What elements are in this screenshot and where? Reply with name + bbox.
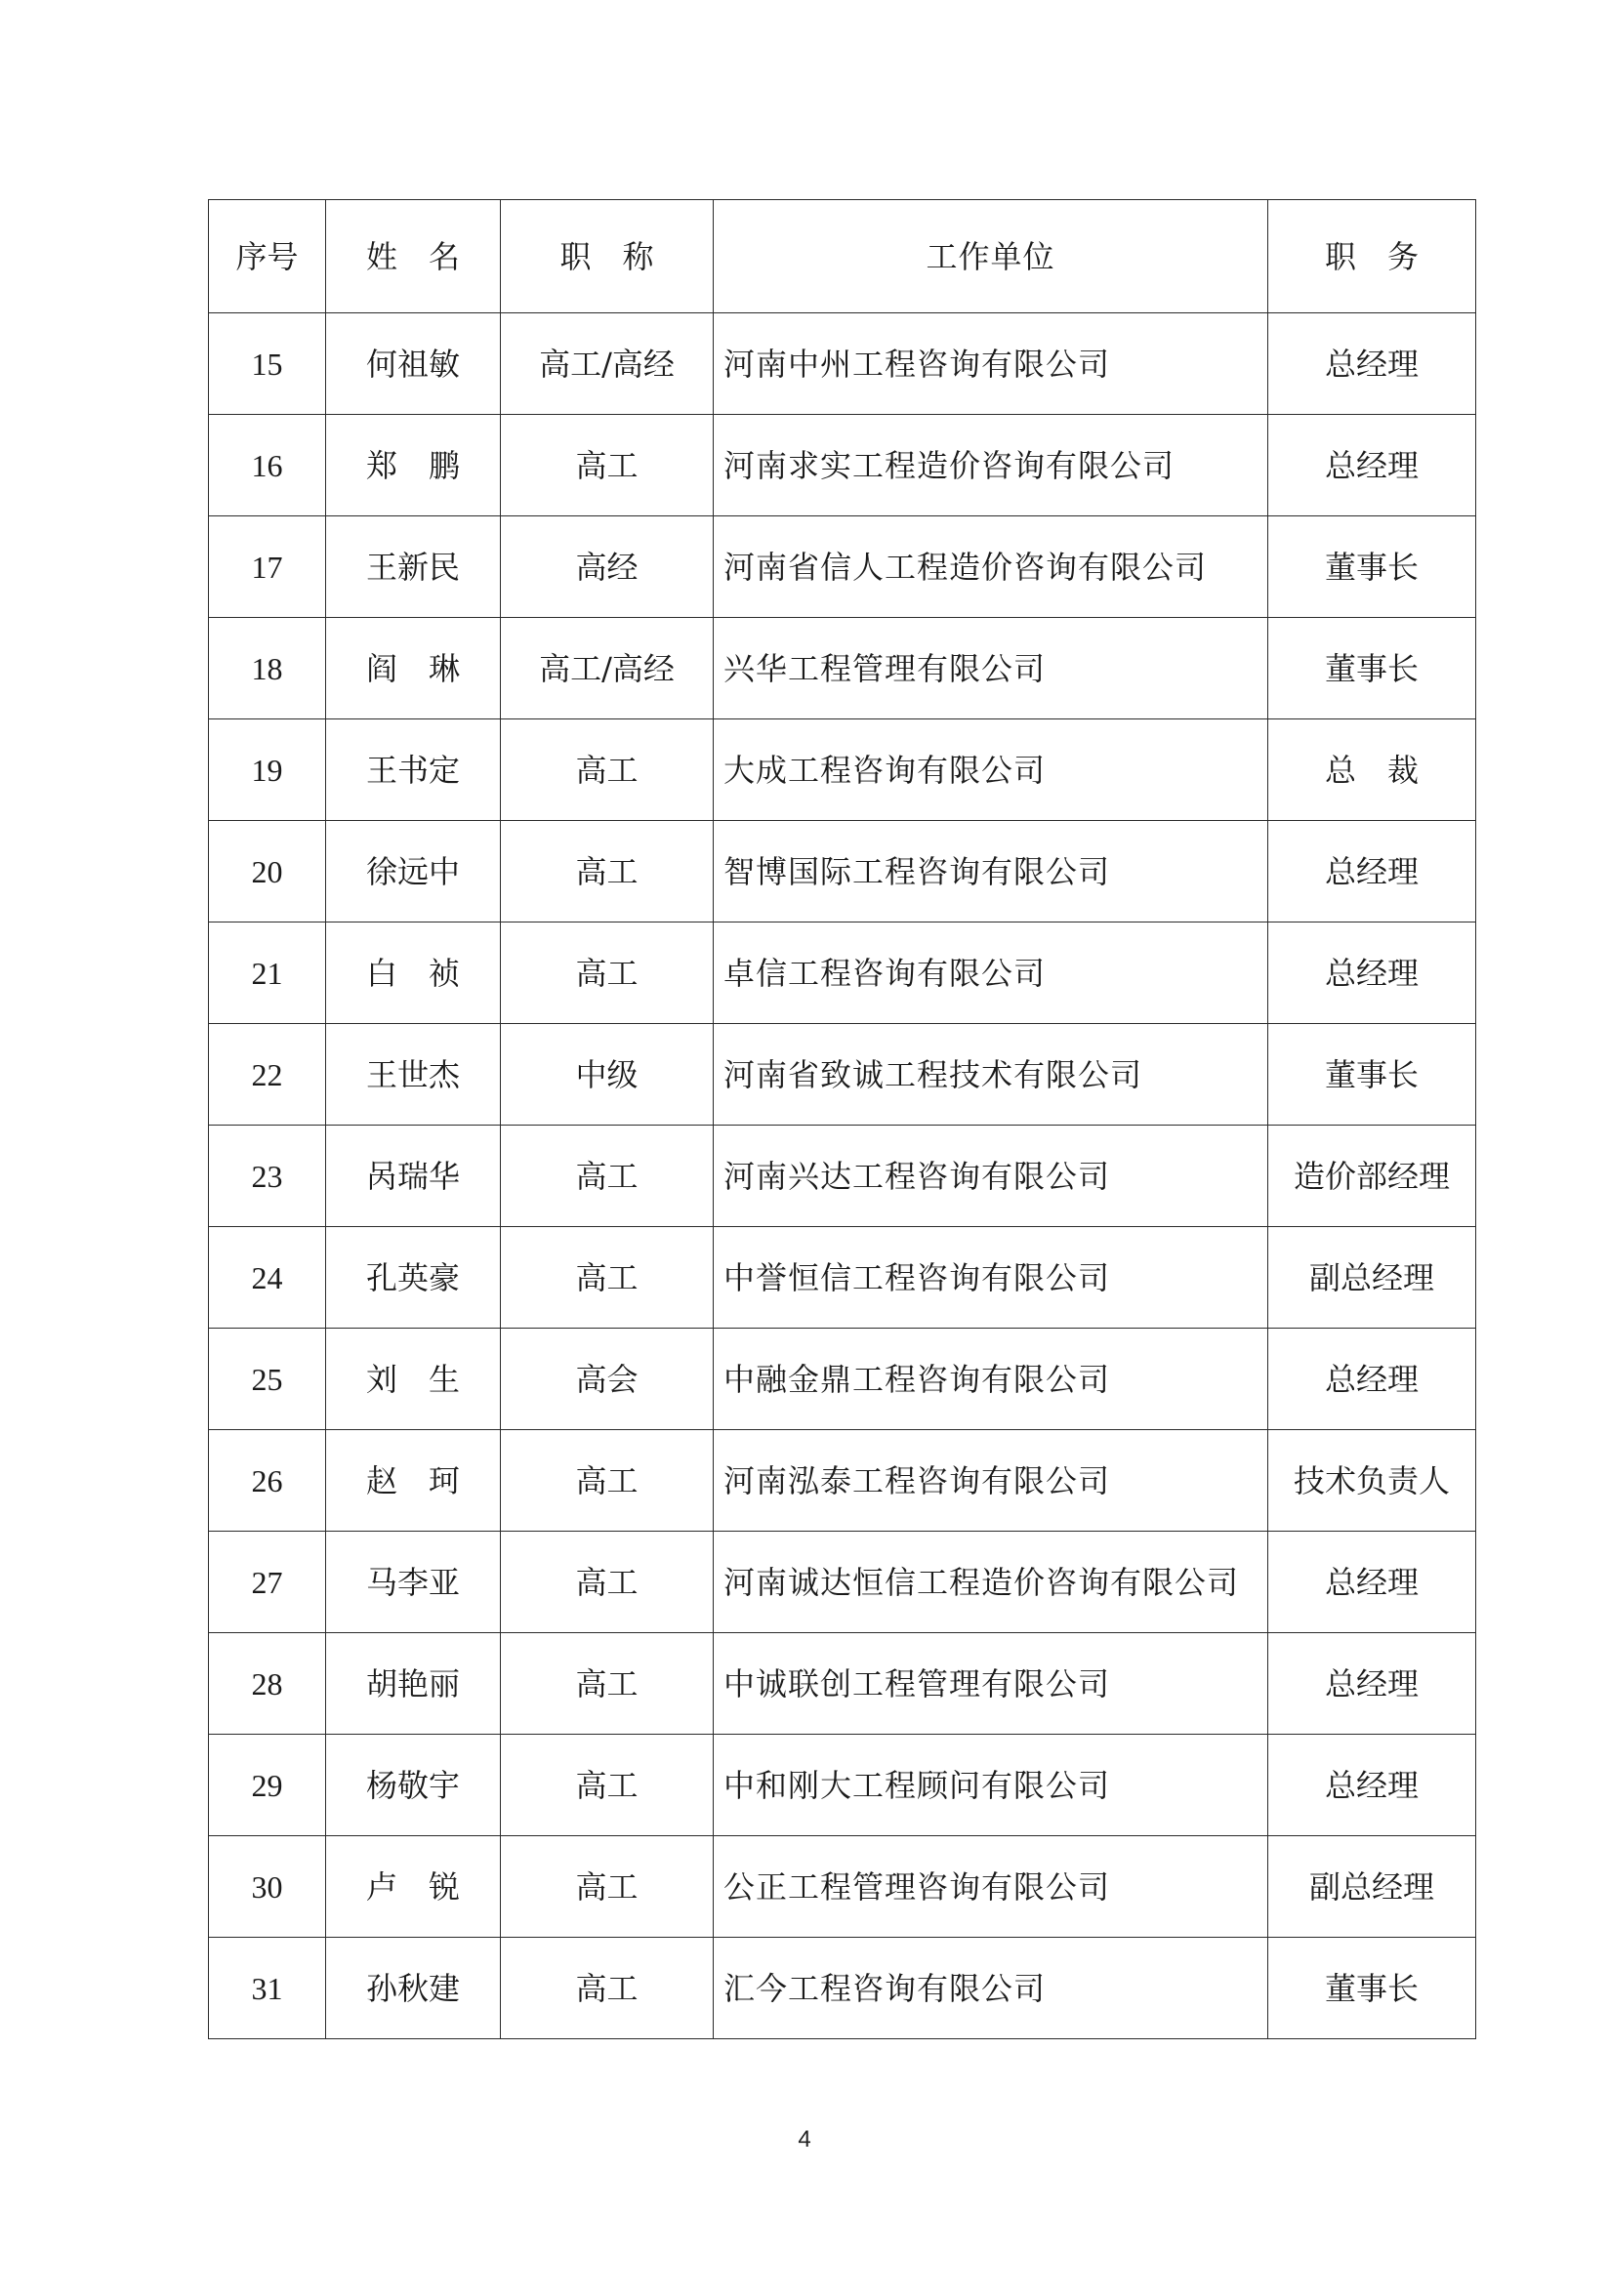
cell-work-unit: 卓信工程咨询有限公司 <box>714 922 1268 1024</box>
cell-name: 孔英豪 <box>326 1227 501 1329</box>
page-number: 4 <box>798 2126 811 2152</box>
member-table <box>208 199 1476 2039</box>
cell-position: 总 裁 <box>1268 719 1476 821</box>
cell-work-unit: 中融金鼎工程咨询有限公司 <box>714 1329 1268 1430</box>
cell-work-unit: 河南兴达工程咨询有限公司 <box>714 1126 1268 1227</box>
cell-work-unit: 公正工程管理咨询有限公司 <box>714 1836 1268 1938</box>
header-serial-number: 序号 <box>209 200 326 313</box>
cell-serial-number: 20 <box>209 821 326 922</box>
cell-professional-title: 高工 <box>501 719 714 821</box>
cell-professional-title: 高工/高经 <box>501 313 714 415</box>
cell-professional-title: 高工 <box>501 1430 714 1532</box>
cell-serial-number: 30 <box>209 1836 326 1938</box>
table-row <box>209 1735 1476 1836</box>
table-row <box>209 1227 1476 1329</box>
table-row <box>209 922 1476 1024</box>
cell-position: 董事长 <box>1268 1938 1476 2039</box>
cell-name: 孙秋建 <box>326 1938 501 2039</box>
table-row <box>209 618 1476 719</box>
cell-professional-title: 高工 <box>501 1126 714 1227</box>
cell-work-unit: 中诚联创工程管理有限公司 <box>714 1633 1268 1735</box>
cell-work-unit: 兴华工程管理有限公司 <box>714 618 1268 719</box>
table-row <box>209 1836 1476 1938</box>
cell-serial-number: 17 <box>209 516 326 618</box>
cell-professional-title: 高工 <box>501 415 714 516</box>
cell-professional-title: 高工 <box>501 1227 714 1329</box>
cell-professional-title: 高工 <box>501 1938 714 2039</box>
cell-name: 郑 鹏 <box>326 415 501 516</box>
cell-position: 总经理 <box>1268 922 1476 1024</box>
cell-professional-title: 高工 <box>501 922 714 1024</box>
table-row <box>209 1633 1476 1735</box>
table-row <box>209 1938 1476 2039</box>
cell-serial-number: 28 <box>209 1633 326 1735</box>
cell-name: 马李亚 <box>326 1532 501 1633</box>
cell-name: 杨敬宇 <box>326 1735 501 1836</box>
cell-position: 董事长 <box>1268 1024 1476 1126</box>
table-row <box>209 415 1476 516</box>
table-body <box>209 313 1476 2039</box>
table-row <box>209 1430 1476 1532</box>
cell-work-unit: 智博国际工程咨询有限公司 <box>714 821 1268 922</box>
cell-position: 造价部经理 <box>1268 1126 1476 1227</box>
cell-name: 王世杰 <box>326 1024 501 1126</box>
cell-position: 总经理 <box>1268 821 1476 922</box>
cell-name: 赵 珂 <box>326 1430 501 1532</box>
cell-name: 徐远中 <box>326 821 501 922</box>
cell-name: 刘 生 <box>326 1329 501 1430</box>
cell-name: 王新民 <box>326 516 501 618</box>
cell-position: 总经理 <box>1268 1329 1476 1430</box>
table-row <box>209 719 1476 821</box>
cell-professional-title: 高工 <box>501 1836 714 1938</box>
cell-work-unit: 河南求实工程造价咨询有限公司 <box>714 415 1268 516</box>
cell-position: 总经理 <box>1268 1532 1476 1633</box>
cell-name: 阎 琳 <box>326 618 501 719</box>
cell-serial-number: 16 <box>209 415 326 516</box>
cell-professional-title: 高经 <box>501 516 714 618</box>
cell-work-unit: 河南中州工程咨询有限公司 <box>714 313 1268 415</box>
cell-work-unit: 河南泓泰工程咨询有限公司 <box>714 1430 1268 1532</box>
cell-professional-title: 高工 <box>501 1633 714 1735</box>
cell-name: 胡艳丽 <box>326 1633 501 1735</box>
cell-professional-title: 中级 <box>501 1024 714 1126</box>
table-row <box>209 516 1476 618</box>
cell-work-unit: 汇今工程咨询有限公司 <box>714 1938 1268 2039</box>
header-work-unit: 工作单位 <box>714 200 1268 313</box>
cell-work-unit: 河南省致诚工程技术有限公司 <box>714 1024 1268 1126</box>
cell-professional-title: 高工 <box>501 1735 714 1836</box>
table-row <box>209 1532 1476 1633</box>
cell-serial-number: 18 <box>209 618 326 719</box>
cell-position: 总经理 <box>1268 313 1476 415</box>
cell-serial-number: 31 <box>209 1938 326 2039</box>
cell-position: 总经理 <box>1268 1633 1476 1735</box>
cell-serial-number: 26 <box>209 1430 326 1532</box>
cell-name: 呙瑞华 <box>326 1126 501 1227</box>
cell-serial-number: 22 <box>209 1024 326 1126</box>
table-header <box>209 200 1476 313</box>
cell-position: 董事长 <box>1268 516 1476 618</box>
cell-position: 副总经理 <box>1268 1227 1476 1329</box>
cell-serial-number: 25 <box>209 1329 326 1430</box>
cell-position: 副总经理 <box>1268 1836 1476 1938</box>
cell-serial-number: 15 <box>209 313 326 415</box>
cell-work-unit: 河南省信人工程造价咨询有限公司 <box>714 516 1268 618</box>
table-row <box>209 1329 1476 1430</box>
table-row <box>209 1024 1476 1126</box>
cell-name: 白 祯 <box>326 922 501 1024</box>
header-name: 姓 名 <box>326 200 501 313</box>
cell-position: 总经理 <box>1268 1735 1476 1836</box>
table-row <box>209 313 1476 415</box>
cell-professional-title: 高工 <box>501 1532 714 1633</box>
cell-professional-title: 高工/高经 <box>501 618 714 719</box>
table-row <box>209 821 1476 922</box>
header-professional-title: 职 称 <box>501 200 714 313</box>
cell-position: 董事长 <box>1268 618 1476 719</box>
cell-work-unit: 中和刚大工程顾问有限公司 <box>714 1735 1268 1836</box>
cell-position: 总经理 <box>1268 415 1476 516</box>
cell-professional-title: 高会 <box>501 1329 714 1430</box>
cell-serial-number: 24 <box>209 1227 326 1329</box>
cell-position: 技术负责人 <box>1268 1430 1476 1532</box>
cell-serial-number: 29 <box>209 1735 326 1836</box>
cell-serial-number: 23 <box>209 1126 326 1227</box>
table-row <box>209 1126 1476 1227</box>
cell-name: 何祖敏 <box>326 313 501 415</box>
cell-serial-number: 19 <box>209 719 326 821</box>
cell-name: 卢 锐 <box>326 1836 501 1938</box>
header-row <box>209 200 1476 313</box>
cell-serial-number: 27 <box>209 1532 326 1633</box>
header-position: 职 务 <box>1268 200 1476 313</box>
cell-professional-title: 高工 <box>501 821 714 922</box>
cell-serial-number: 21 <box>209 922 326 1024</box>
cell-work-unit: 大成工程咨询有限公司 <box>714 719 1268 821</box>
cell-name: 王书定 <box>326 719 501 821</box>
cell-work-unit: 河南诚达恒信工程造价咨询有限公司 <box>714 1532 1268 1633</box>
cell-work-unit: 中誉恒信工程咨询有限公司 <box>714 1227 1268 1329</box>
